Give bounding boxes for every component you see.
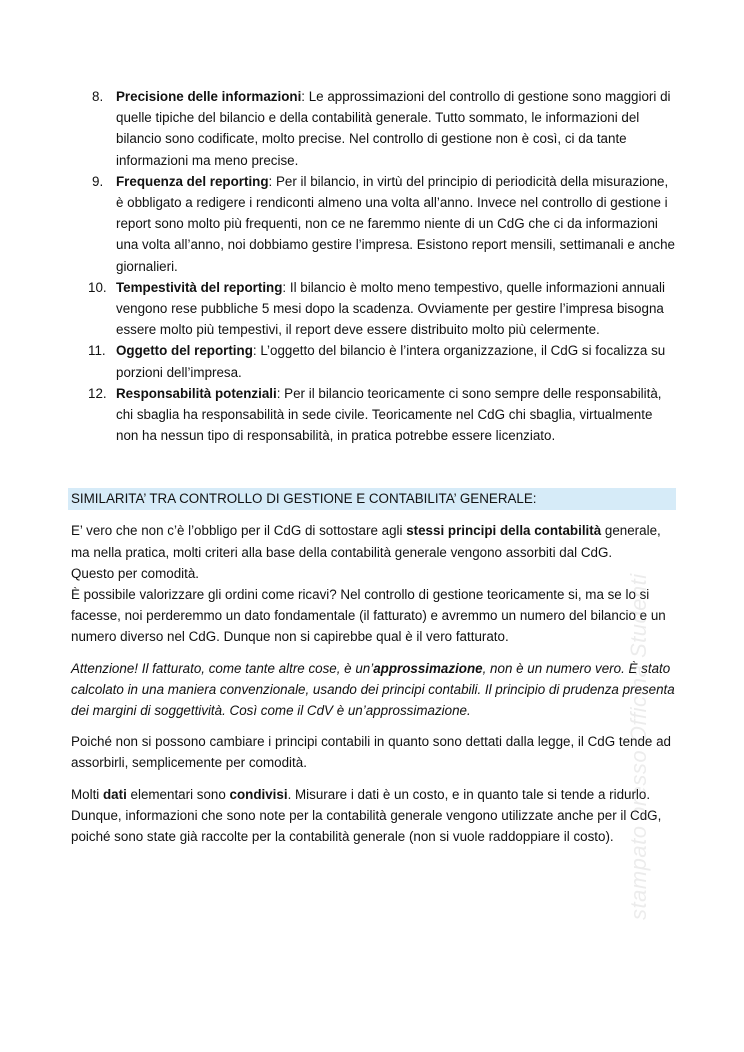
paragraph-bold: dati [103, 786, 127, 802]
list-item [71, 340, 675, 382]
list-item-title: Oggetto del reporting [116, 343, 253, 359]
list-item [71, 383, 675, 447]
paragraph-bold: stessi principi della contabilità [406, 523, 602, 539]
list-item-text: : Le approssimazioni del controllo di gestione sono maggiori di quelle tipiche del bilancio e della contabilità generale. Tutto sommato, le informazioni del bilancio sono codificate, molto precise. Nel controllo di gestione non è così, ci da tante informazioni ma meno precise. [116, 89, 671, 168]
paragraph-comodita: Questo per comodità. [71, 565, 200, 581]
paragraph-text: Molti [71, 786, 103, 802]
list-number: 11. [88, 343, 106, 359]
paragraph-text: . Misurare i dati è un costo, e in quanto tale si tende a ridurlo. Dunque, informazioni che sono note per la contabilità generale vengono utilizzate anche per il CdG, poiché sono state già raccolte per la contabilità generale (non si vuole raddoppiare il costo). [71, 786, 662, 845]
list-number: 8. [92, 89, 104, 104]
paragraph-bold: condivisi [229, 786, 288, 802]
list-number: 12. [88, 385, 107, 401]
list-item-title: Responsabilità potenziali [116, 385, 277, 401]
paragraph-dati [71, 784, 675, 848]
list-item [71, 277, 675, 341]
paragraph-attenzione [71, 658, 675, 722]
list-item-text: : Il bilancio è molto meno tempestivo, quelle informazioni annuali vengono rese pubbliche 5 mesi dopo la scadenza. Ovviamente per gestire l’impresa bisogna essere molto più tempestivi, il report deve essere distribuito molto più celermente. [116, 279, 666, 338]
list-number: 10. [88, 279, 107, 295]
paragraph-text: Attenzione! Il fatturato, come tante altre cose, è un’ [71, 660, 374, 676]
paragraph-principi: Poiché non si possono cambiare i principi contabili in quanto sono dettati dalla legge, il CdG tende ad assorbirli, semplicemente per comodità. [71, 734, 671, 771]
numbered-list [71, 86, 675, 446]
list-item-text: : Per il bilancio, in virtù del principio di periodicità della misurazione, è obbligato a redigere i rendiconti almeno una volta all’anno. Invece nel controllo di gestione i report sono molto più frequenti, non ce ne faremmo niente di un CdG che ci da informazioni una volta all’anno, noi dobbiamo gestire l’impresa. Esistono report mensili, settimanali e anche giornalieri. [116, 173, 675, 274]
paragraph-bold: approssimazione [373, 660, 483, 676]
paragraph-text: generale, ma nella pratica, molti criteri alla base della contabilità generale vengono assorbiti dal CdG. [71, 523, 661, 560]
section-heading: SIMILARITA’ TRA CONTROLLO DI GESTIONE E CONTABILITA’ GENERALE: [68, 488, 676, 510]
paragraph-text: E’ vero che non c’è l’obbligo per il CdG di sottostare agli [71, 523, 407, 539]
paragraph-text: , non è un numero vero. È stato calcolato in una maniera convenzionale, usando dei principi contabili. Il principio di prudenza presenta dei margini di soggettività. Così come il CdV è un’approssimazione. [71, 660, 675, 719]
list-item-text: : Per il bilancio teoricamente ci sono sempre delle responsabilità, chi sbaglia ha responsabilità in sede civile. Teoricamente nel CdG chi sbaglia, virtualmente non ha nessun tipo di responsabilità, in pratica potrebbe essere licenziato. [116, 385, 662, 444]
watermark: stampato presso Officina Studenti [626, 573, 651, 920]
list-item-title: Frequenza del reporting [116, 173, 269, 189]
page-content [71, 86, 675, 857]
list-item-title: Tempestività del reporting [116, 279, 283, 295]
list-item-title: Precisione delle informazioni [116, 89, 302, 104]
paragraph-text: elementari sono [126, 786, 230, 802]
list-item [71, 86, 675, 171]
list-number: 9. [92, 173, 104, 189]
paragraph-obbligo [71, 520, 675, 562]
list-item-text: : L’oggetto del bilancio è l’intera organizzazione, il CdG si focalizza su porzioni dell’impresa. [116, 343, 666, 380]
list-item [71, 171, 675, 277]
paragraph-ordini: È possibile valorizzare gli ordini come ricavi? Nel controllo di gestione teoricamente si, ma se lo si facesse, noi perderemmo un dato fondamentale (il fatturato) e avremmo un numero del bilancio e un numero diverso nel CdG. Dunque non si capirebbe qual è il vero fatturato. [71, 587, 666, 645]
